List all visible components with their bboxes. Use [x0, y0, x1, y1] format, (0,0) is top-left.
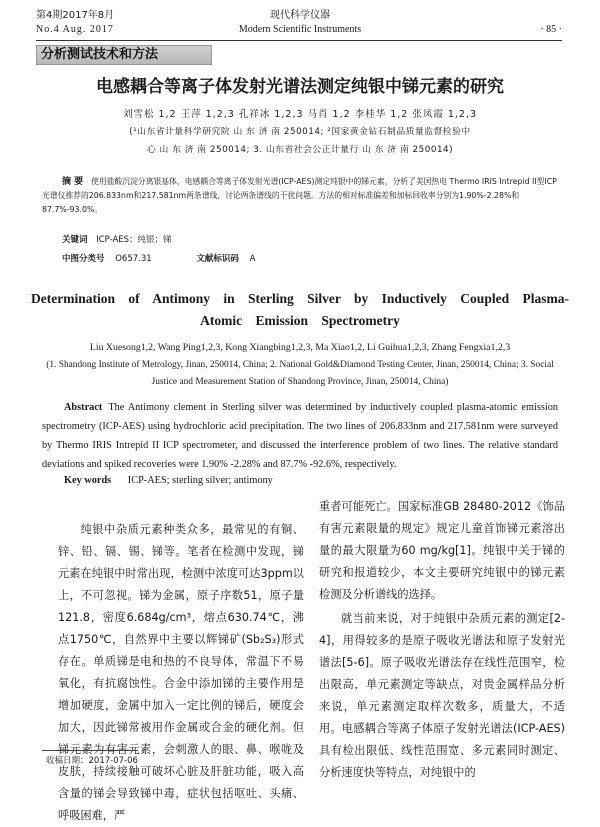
journal-title-zh: 现代科学仪器	[270, 10, 330, 21]
affiliation-en-line1: (1. Shandong Institute of Metrology, Jinan, 250014, China; 2. National Gold&Diamond Testing Center, Jinan, 250014, China; 3. Social	[46, 360, 554, 370]
abstract-zh-label: 摘 要	[62, 177, 84, 187]
authors-zh: 刘雪松 1,2 王萍 1,2,3 孔祥冰 1,2,3 马肖 1,2 李桂华 1,2 张凤霞 1,2,3	[122, 109, 478, 120]
body-column-left	[58, 519, 304, 827]
affiliation-en-line2: Justice and Measurement Station of Shandong Province, Jinan, 250014, China)	[151, 377, 449, 387]
issue-en: No.4 Aug. 2017	[36, 24, 114, 35]
abstract-zh	[42, 175, 558, 217]
footnote-rule	[42, 750, 138, 751]
body-right-paragraph-2: 就当前来说，对于纯银中杂质元素的测定[2-4]，用得较多的是原子吸收光谱法和原子发射光谱法[5-6]。原子吸收光谱法存在线性范围窄，检出限高，单元素测定等缺点，对贵金属样品分析来说，单元素测定取样次数多，质量大，不适用。电感耦合等离子体原子发射光谱法(ICP-AES)具有检出限低、线性范围宽、多元素同时测定、分析速度快等特点，对纯银中的	[319, 612, 565, 779]
abstract-en	[42, 398, 558, 474]
keywords-zh	[62, 233, 172, 245]
received-date: 收稿日期：2017-07-06	[46, 756, 138, 766]
authors-en: Liu Xuesong1,2, Wang Ping1,2,3, Kong Xiangbing1,2,3, Ma Xiao1,2, Li Guihua1,2,3, Zhang Fengxia1,2,3	[89, 342, 511, 353]
keywords-en	[64, 475, 273, 486]
abstract-zh-text: 使用盐酸沉淀分离银基体，电感耦合等离子体发射光谱(ICP-AES)测定纯银中的锑元素，分析了美国热电 Thermo IRIS Intrepid II型ICP光谱仪推荐的206.833nm和217.581nm两条谱线，讨论两条谱线的干扰问题。方法的相对标准偏差和加标回收率分别为1.90%-2.28%和87.7%-93.0%。	[42, 177, 557, 214]
body-left-paragraph: 纯银中杂质元素种类众多，最常见的有铜、锌、铅、镉、锡、锑等。笔者在检测中发现，锑元素在纯银中时常出现，检测中浓度可达3ppm以上，不可忽视。锑为金属，原子序数51，原子量121.8，密度6.684g/cm³，熔点630.74℃，沸点1750℃，自然界中主要以辉锑矿(Sb₂S₃)形式存在。单质锑是电和热的不良导体，常温下不易氧化，有抗腐蚀性。合金中添加锑的主要作用是增加硬度，金属中加入一定比例的锑后，硬度会加大，因此锑常被用作金属或合金的硬化剂。但锑元素为有害元素，会刺激人的眼、鼻、喉咙及皮肤，持续接触可破坏心脏及肝脏功能，吸入高含量的锑会导致锑中毒，症状包括呕吐、头痛、呼吸困难，严	[58, 523, 304, 822]
clc-value: O657.31	[115, 254, 152, 264]
affiliation-zh-line2: 心 山 东 济 南 250014; 3. 山东省社会公正计量行 山 东 济 南 250014)	[146, 145, 454, 155]
affiliation-zh-line1: (¹山东省计量科学研究院 山 东 济 南 250014; ²国家黄金钻石制品质量监督检验中	[129, 127, 471, 137]
keywords-en-text: ICP-AES; sterling silver; antimony	[127, 475, 273, 486]
abstract-en-text: The Antimony clement in Sterling silver was determined by inductively coupled plasma-atomic emission spectrometry (ICP-AES) using hydrochloric acid precipitation. The two lines of 206.833nm and 217.581nm were surveyed by Thermo IRIS Intrepid II ICP spectrometer, and discussed the interference problem of two lines. The relative standard deviations and spiked recoveries were 1.90% -2.28% and 87.7% -92.6%, respectively.	[42, 402, 558, 470]
keywords-en-label: Key words	[64, 475, 112, 486]
abstract-en-label: Abstract	[64, 402, 103, 413]
body-right-paragraph-1: 重者可能死亡。国家标准GB 28480-2012《饰品有害元素限量的规定》规定儿童首饰锑元素溶出量的最大限量为60 mg/kg[1]。纯银中关于锑的研究和报道较少，本文主要研究纯银中的锑元素检测及分析谱线的选择。	[319, 500, 565, 601]
title-en	[30, 288, 570, 332]
keywords-zh-label: 关键词	[62, 235, 88, 245]
clc-label: 中图分类号	[62, 254, 105, 264]
title-en-line2: Atomic Emission Spectrometry	[200, 313, 400, 328]
title-zh: 电感耦合等离子体发射光谱法测定纯银中锑元素的研究	[96, 77, 504, 97]
journal-title-en: Modern Scientific Instruments	[238, 24, 362, 35]
section-tag: 分析测试技术和方法	[36, 45, 212, 65]
issue-zh: 第4期2017年8月	[36, 10, 115, 21]
classification-line	[62, 252, 255, 264]
doc-code-value: A	[249, 254, 256, 264]
header-rule	[36, 40, 562, 41]
title-en-line1: Determination of Antimony in Sterling Silver by Inductively Coupled Plasma-	[31, 291, 569, 306]
doc-code-label: 文献标识码	[196, 254, 239, 264]
body-column-right	[319, 496, 565, 784]
page-number: · 85 ·	[540, 24, 562, 35]
keywords-zh-text: ICP-AES；纯银；锑	[96, 235, 172, 245]
